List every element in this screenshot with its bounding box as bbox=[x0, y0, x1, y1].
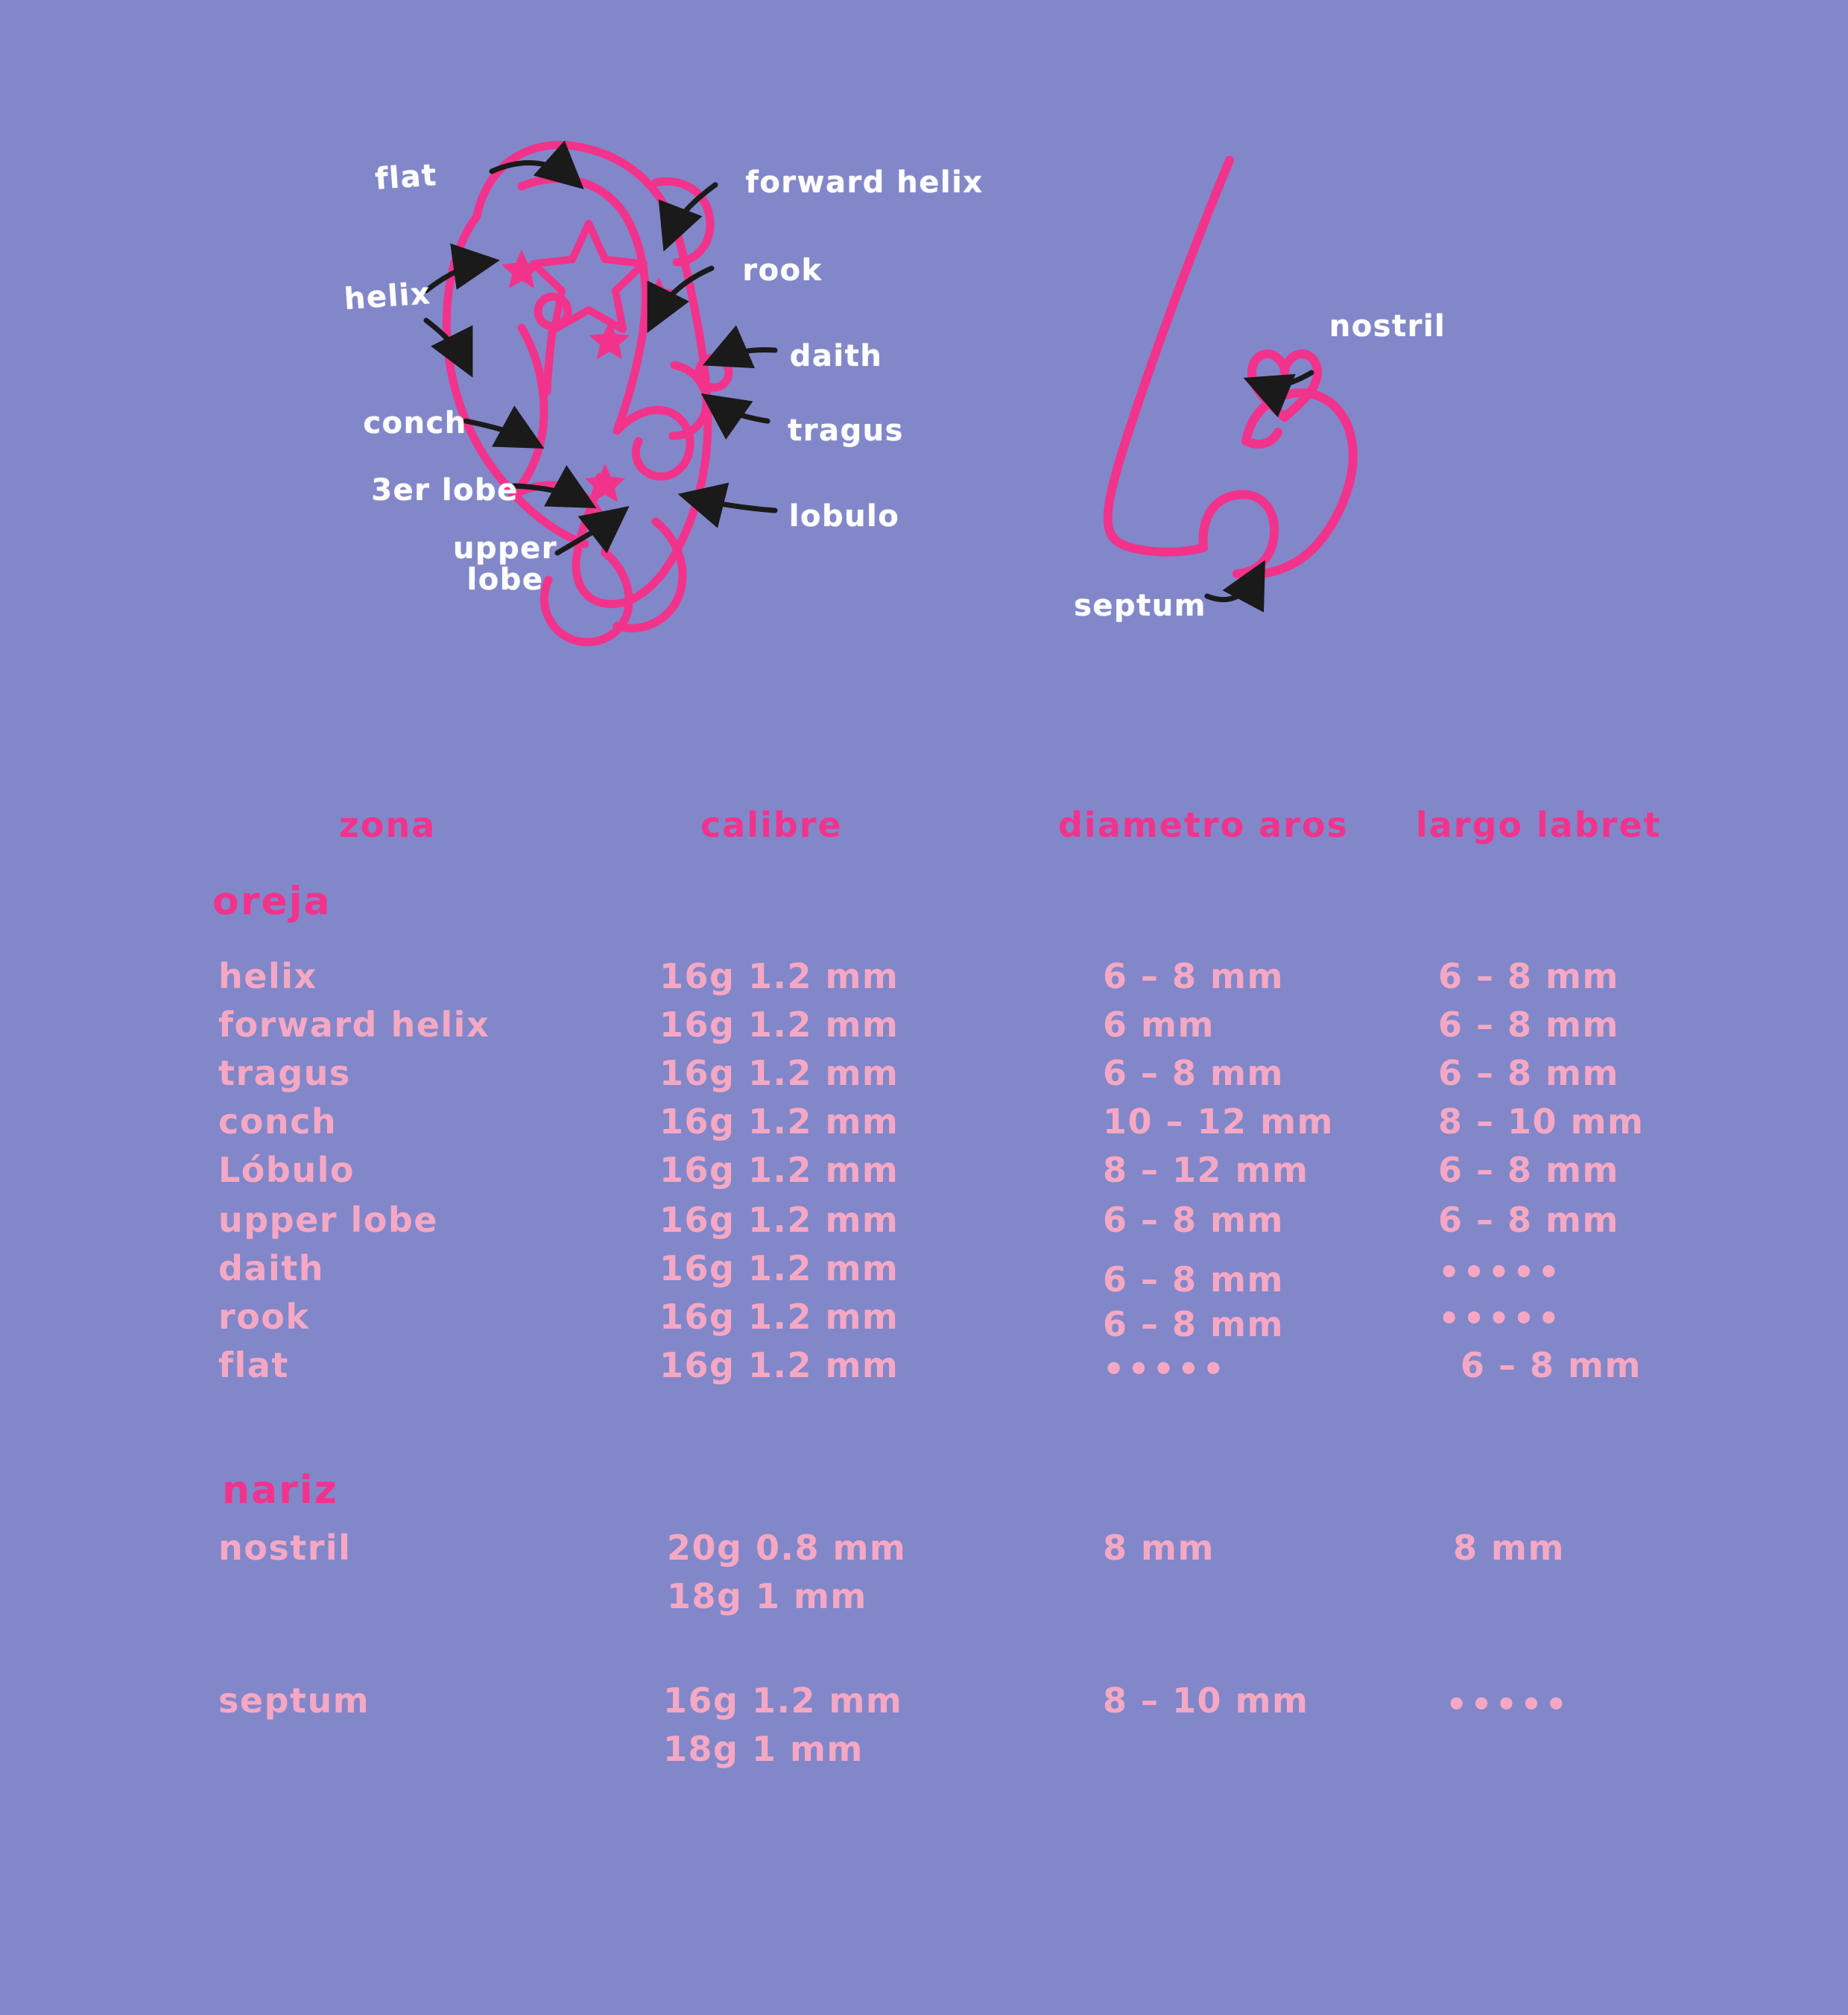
row-zona: flat bbox=[218, 1345, 289, 1385]
row-zona: daith bbox=[218, 1248, 324, 1288]
group-title-nariz: nariz bbox=[222, 1468, 338, 1513]
row-calibre: 16g 1.2 mm bbox=[659, 1248, 899, 1288]
nose-label-nostril: nostril bbox=[1329, 309, 1446, 344]
row-zona: nostril bbox=[218, 1528, 352, 1568]
row-diametro: 8 – 12 mm bbox=[1103, 1150, 1309, 1190]
ear-label-tragus: tragus bbox=[788, 414, 904, 448]
row-largo: 6 – 8 mm bbox=[1438, 1053, 1619, 1093]
row-calibre: 16g 1.2 mm bbox=[659, 1200, 899, 1240]
row-diametro: 6 – 8 mm bbox=[1103, 956, 1284, 996]
column-header-largo: largo labret bbox=[1416, 805, 1662, 845]
column-header-calibre: calibre bbox=[700, 805, 843, 845]
row-diametro: 6 mm bbox=[1103, 1005, 1215, 1045]
piercing-diagrams bbox=[0, 0, 1848, 686]
column-header-zona: zona bbox=[339, 805, 437, 845]
ear-label-forward-helix: forward helix bbox=[745, 165, 984, 200]
row-largo: ••••• bbox=[1438, 1298, 1563, 1338]
row-zona: septum bbox=[218, 1680, 370, 1721]
row-largo: 6 – 8 mm bbox=[1461, 1345, 1642, 1385]
diagram-artwork bbox=[0, 0, 1848, 686]
row-largo: ••••• bbox=[1438, 1252, 1563, 1292]
ear-label-conch: conch bbox=[363, 406, 467, 440]
row-zona: Lóbulo bbox=[218, 1150, 355, 1190]
row-calibre: 16g 1.2 mm bbox=[659, 1297, 899, 1337]
row-zona: forward helix bbox=[218, 1005, 490, 1045]
row-diametro: 8 – 10 mm bbox=[1103, 1680, 1309, 1721]
row-diametro: 8 mm bbox=[1103, 1528, 1215, 1568]
row-diametro: 10 – 12 mm bbox=[1103, 1101, 1334, 1142]
row-calibre-line2 bbox=[667, 1576, 867, 1616]
ear-label-helix: helix bbox=[343, 276, 432, 317]
row-calibre: 16g 1.2 mm bbox=[659, 1150, 899, 1190]
row-calibre: 16g 1.2 mm bbox=[659, 1345, 899, 1385]
ear-label-lobulo: lobulo bbox=[788, 499, 900, 534]
row-zona: helix bbox=[218, 956, 317, 996]
row-calibre: 16g 1.2 mm bbox=[659, 1053, 899, 1093]
row-largo: 6 – 8 mm bbox=[1438, 1200, 1619, 1240]
row-calibre: 16g 1.2 mm bbox=[659, 956, 899, 996]
calibre-value: 20g 0.8 mm bbox=[667, 1528, 907, 1568]
row-largo: 8 – 10 mm bbox=[1438, 1101, 1645, 1142]
row-largo: 8 mm bbox=[1453, 1528, 1565, 1568]
group-title-oreja: oreja bbox=[212, 879, 332, 924]
row-largo: 6 – 8 mm bbox=[1438, 956, 1619, 996]
row-diametro: 6 – 8 mm bbox=[1103, 1053, 1284, 1093]
row-zona: upper lobe bbox=[218, 1200, 438, 1240]
row-calibre-line1 bbox=[663, 1680, 902, 1721]
row-diametro: 6 – 8 mm bbox=[1103, 1200, 1284, 1240]
row-calibre-line2 bbox=[663, 1729, 864, 1769]
column-header-diametro: diametro aros bbox=[1058, 805, 1349, 845]
ear-label-flat: flat bbox=[373, 158, 439, 197]
calibre-value: 18g 1 mm bbox=[667, 1576, 867, 1616]
row-calibre: 16g 1.2 mm bbox=[659, 1005, 899, 1045]
ear-label-rook: rook bbox=[742, 253, 823, 288]
row-largo: 6 – 8 mm bbox=[1438, 1150, 1619, 1190]
row-largo: 6 – 8 mm bbox=[1438, 1005, 1619, 1045]
row-diametro: 6 – 8 mm bbox=[1103, 1304, 1284, 1344]
calibre-value: 18g 1 mm bbox=[663, 1729, 864, 1769]
nose-label-septum: septum bbox=[1074, 589, 1206, 623]
row-diametro: ••••• bbox=[1103, 1349, 1228, 1389]
ear-label-daith: daith bbox=[789, 339, 883, 373]
ear-label-upper-lobe: upper lobe bbox=[452, 531, 558, 597]
row-diametro: 6 – 8 mm bbox=[1103, 1259, 1284, 1300]
row-calibre: 16g 1.2 mm bbox=[659, 1101, 899, 1142]
calibre-value: 16g 1.2 mm bbox=[663, 1680, 903, 1721]
row-zona: tragus bbox=[218, 1053, 351, 1093]
row-zona: rook bbox=[218, 1297, 310, 1337]
row-zona: conch bbox=[218, 1101, 338, 1142]
row-calibre-line1 bbox=[667, 1528, 906, 1568]
row-largo: ••••• bbox=[1446, 1684, 1571, 1724]
ear-label-third-lobe: 3er lobe bbox=[371, 473, 519, 507]
